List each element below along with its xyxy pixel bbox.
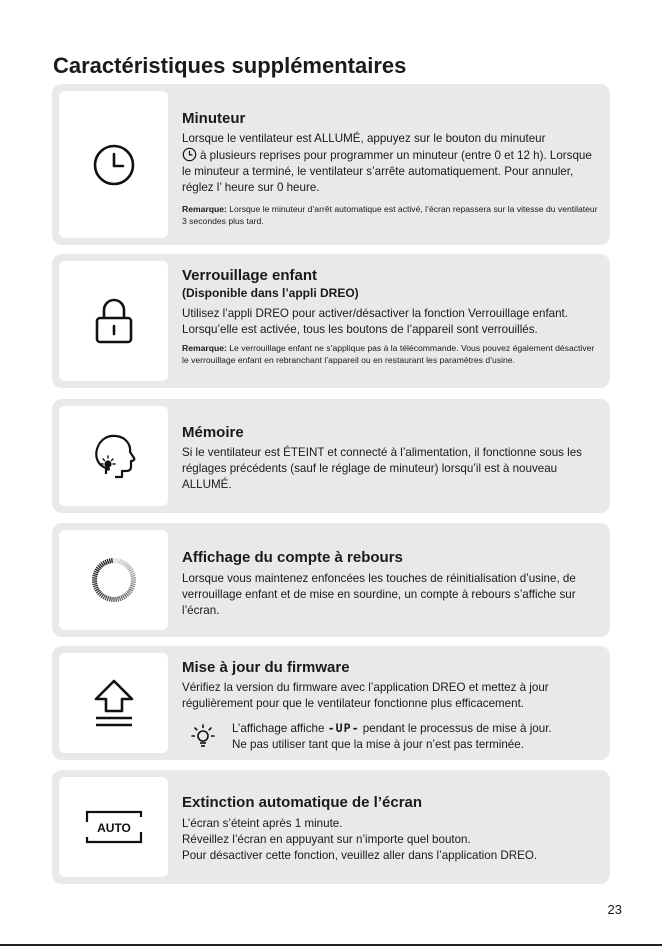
firmware-tip-text-end: pendant le processus de mise à jour. xyxy=(362,722,552,735)
timer-body-rest: à plusieurs reprises pour programmer un minuteur (entre 0 et 12 h). Lorsque le minuteur a terminé, le ventilateur s’arrête automatiquement. Pour annuler, réglez l’ heure sur 0 heure. xyxy=(182,149,592,194)
head-memory-icon xyxy=(89,430,139,482)
countdown-tick xyxy=(92,578,97,579)
padlock-icon xyxy=(94,297,134,345)
child-lock-note xyxy=(182,343,600,366)
timer-icon-box xyxy=(59,91,168,238)
countdown-tick xyxy=(92,582,97,583)
timer-note-label: Remarque: xyxy=(182,204,227,214)
auto-screen-icon xyxy=(85,810,143,844)
countdown-tick xyxy=(109,597,110,602)
countdown-tick xyxy=(130,573,135,575)
child-lock-title: Verrouillage enfant xyxy=(182,267,318,284)
timer-note xyxy=(182,204,600,227)
child-lock-body: Utilisez l’appli DREO pour activer/désactiver la fonction Verrouillage enfant. Lorsqu’elle est activée, tous les boutons de l’appareil sont verrouillés. xyxy=(182,307,569,336)
countdown-tick xyxy=(92,584,97,585)
display-up-indicator: -UP- xyxy=(327,721,360,735)
screen-off-line1: L’écran s’éteint après 1 minute. xyxy=(182,817,343,830)
page-title: Caractéristiques supplémentaires xyxy=(53,53,407,78)
countdown-tick xyxy=(109,558,110,563)
countdown-tick xyxy=(92,575,97,576)
timer-card xyxy=(52,84,610,245)
firmware-title: Mise à jour du firmware xyxy=(182,659,350,676)
firmware-body: Vérifiez la version du firmware avec l’application DREO et mettez à jour régulièrement pour que le ventilateur fonctionne plus efficacement. xyxy=(182,681,549,710)
countdown-icon-box xyxy=(59,530,168,630)
countdown-tick xyxy=(107,596,109,601)
firmware-tip-line2: Ne pas utiliser tant que la mise à jour n’est pas terminée. xyxy=(232,738,524,751)
firmware-tip xyxy=(182,720,600,753)
page-number: 23 xyxy=(607,902,622,917)
memory-body: Si le ventilateur est ÉTEINT et connecté à l’alimentation, il fonctionne sous les réglages précédents (sauf le réglage de minuteur) lorsqu’il est à nouveau ALLUMÉ. xyxy=(182,446,582,491)
firmware-icon-box xyxy=(59,653,168,753)
timer-title: Minuteur xyxy=(182,110,246,127)
timer-button-clock-icon xyxy=(182,147,197,162)
child-lock-note-label: Remarque: xyxy=(182,343,227,353)
countdown-title: Affichage du compte à rebours xyxy=(182,549,403,566)
countdown-tick xyxy=(130,582,135,583)
memory-icon-box xyxy=(59,406,168,506)
lightbulb-tip-icon xyxy=(190,723,216,749)
screen-off-line3: Pour désactiver cette fonction, veuillez aller dans l’application DREO. xyxy=(182,849,538,862)
countdown-tick xyxy=(107,559,109,564)
screen-off-title: Extinction automatique de l’écran xyxy=(182,794,423,811)
screen-off-line2: Réveillez l’écran en appuyant sur n’importe quel bouton. xyxy=(182,833,471,846)
screen-off-card xyxy=(52,770,610,884)
countdown-tick xyxy=(130,578,135,579)
countdown-ring-icon xyxy=(90,556,138,604)
screen-off-body xyxy=(182,816,600,864)
countdown-tick xyxy=(119,596,121,601)
countdown-body: Lorsque vous maintenez enfoncées les touches de réinitialisation d’usine, de verrouillage enfant et de mise en sourdine, un compte à rebours s’affiche sur l’écran. xyxy=(182,572,576,617)
countdown-tick xyxy=(130,585,135,587)
countdown-tick xyxy=(119,559,121,564)
countdown-tick xyxy=(93,585,98,587)
countdown-card xyxy=(52,523,610,637)
timer-body xyxy=(182,131,600,196)
countdown-tick xyxy=(93,573,98,575)
countdown-tick xyxy=(111,597,112,602)
clock-icon xyxy=(92,143,136,187)
countdown-tick xyxy=(111,558,112,563)
child-lock-note-text: Le verrouillage enfant ne s’applique pas à la télécommande. Vous pouvez également désactiver le verrouillage enfant en rebranchant l’appareil ou en restaurant les paramètres d’usine. xyxy=(182,343,595,365)
countdown-tick xyxy=(130,575,135,576)
timer-body-start: Lorsque le ventilateur est ALLUMÉ, appuyez sur le bouton du minuteur xyxy=(182,132,546,145)
countdown-tick xyxy=(115,558,116,563)
firmware-tip-text-start: L’affichage affiche xyxy=(232,722,325,735)
child-lock-icon-box xyxy=(59,261,168,381)
firmware-upload-icon xyxy=(92,678,136,728)
memory-card xyxy=(52,399,610,513)
countdown-tick xyxy=(117,597,118,602)
countdown-tick xyxy=(130,584,135,585)
countdown-tick xyxy=(117,558,118,563)
child-lock-subtitle: (Disponible dans l’appli DREO) xyxy=(182,286,359,300)
countdown-tick xyxy=(115,597,116,602)
firmware-card xyxy=(52,646,610,760)
timer-note-text: Lorsque le minuteur d’arrêt automatique est activé, l’écran repassera sur la vitesse du ventilateur 3 secondes plus tard. xyxy=(182,204,598,226)
screen-off-icon-box xyxy=(59,777,168,877)
auto-label: AUTO xyxy=(96,821,131,835)
memory-title: Mémoire xyxy=(182,424,244,441)
child-lock-card xyxy=(52,254,610,388)
